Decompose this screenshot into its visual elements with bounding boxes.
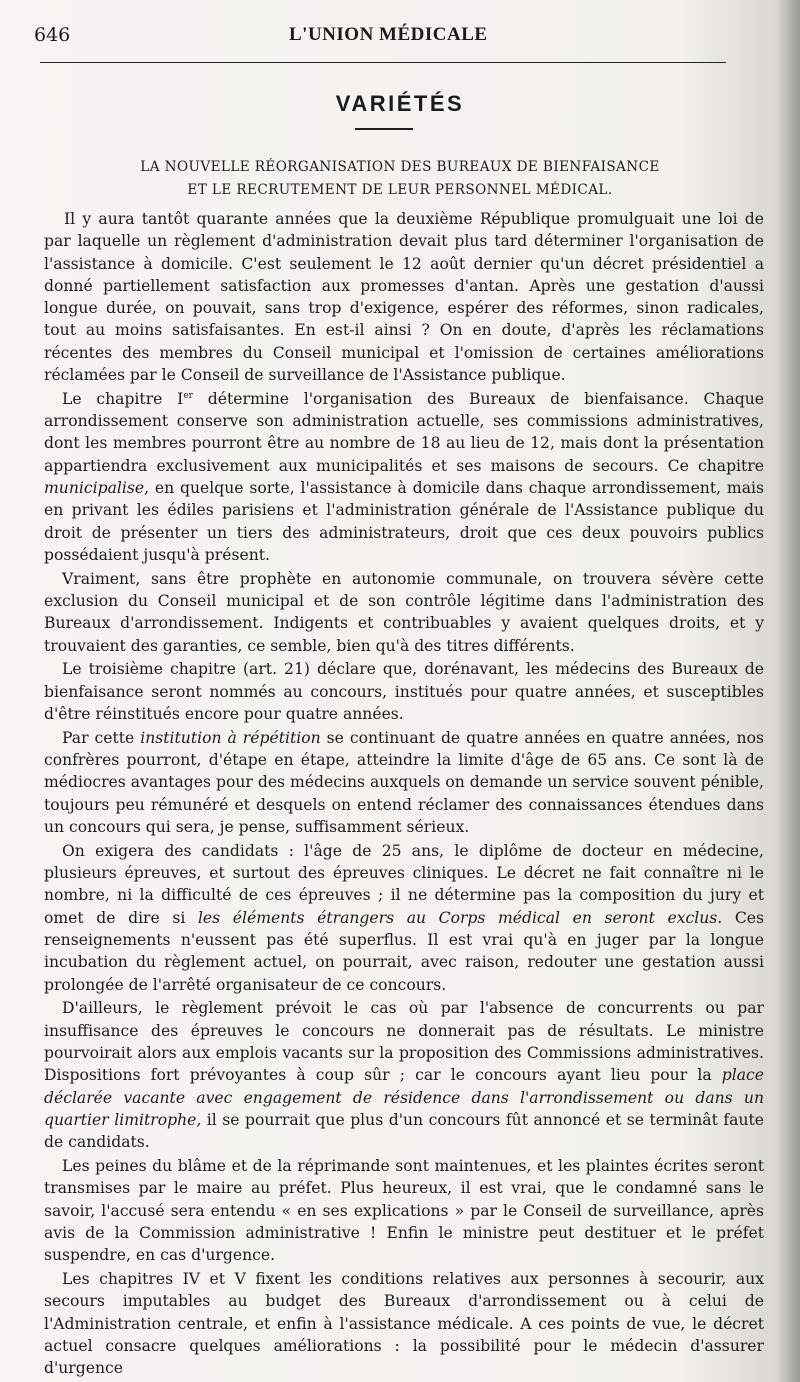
paragraph-5-part-a: Par cette <box>62 728 141 747</box>
paragraph-6-part-a: On exigera des candidats : l'âge de 25 ans, le diplôme de docteur en médecine, plusieurs épreuves, et surtout des épreuves cliniques. Le décret ne fait connaître ni le nombre, ni la difficulté de ces épreuves ; il ne détermine pas la composition du jury et omet de dire si <box>44 841 764 927</box>
article-title-line-2: ET LE RECRUTEMENT DE LEUR PERSONNEL MÉDICAL. <box>187 182 613 198</box>
paragraph-2-part-a: Le chapitre I <box>62 389 184 408</box>
paragraph-6 <box>44 840 764 996</box>
paragraph-8: Les peines du blâme et de la réprimande sont maintenues, et les plaintes écrites seront transmises par le maire au préfet. Plus heureux, il est vrai, que le condamné sans le savoir, l'accusé sera entendu « en ses explications » par le Conseil de surveillance, après avis de la Commission administrative ! Enfin le ministre peut destituer et le préfet suspendre, en cas d'urgence. <box>44 1156 764 1265</box>
article-body <box>44 208 764 1381</box>
header-rule <box>40 62 726 63</box>
section-title: VARIÉTÉS <box>335 91 465 116</box>
paragraph-5-emphasis: institution à répétition <box>140 728 321 747</box>
paragraph-5-part-b: se continuant de quatre années en quatre années, nos confrères pourront, d'étape en étape, atteindre la limite d'âge de 65 ans. Ce sont là de médiocres avantages pour des médecins auxquels on demande un service souvent pénible, toujours peu rémunéré et desquels on entend réclamer des connaissances étendues dans un concours qui sera, je pense, suffisamment sérieux. <box>44 728 764 837</box>
paragraph-2-part-c: , en quelque sorte, l'assistance à domicile dans chaque arrondissement, mais en privant les édiles parisiens et l'administration générale de l'Assistance publique du droit de présenter un tiers des administrateurs, droit que ces deux pouvoirs publics possédaient jusqu'à présent. <box>44 479 764 564</box>
paragraph-3: Vraiment, sans être prophète en autonomie communale, on trouvera sévère cette exclusion du Conseil municipal et de son contrôle légitime dans l'administration des Bureaux d'arrondissement. Indigents et contribuables y avaient quelques droits, et y trouvaient des garanties, ce semble, bien qu'à des titres différents. <box>44 569 764 655</box>
article-title-line-1: LA NOUVELLE RÉORGANISATION DES BUREAUX DE BIENFAISANCE <box>140 159 660 175</box>
paragraph-2-emphasis: municipalise <box>44 479 145 498</box>
paragraph-2-part-b: détermine l'organisation des Bureaux de bienfaisance. Chaque arrondissement conserve son administration actuelle, ses commissions administratives, dont les membres pourront être au nombre de 18 au lieu de 12, mais dont la présentation appartiendra exclusivement aux municipalités et ses maisons de secours. Ce chapitre <box>44 389 765 475</box>
page-header <box>34 22 726 54</box>
page-number: 646 <box>34 24 71 46</box>
paragraph-5 <box>44 727 764 838</box>
paragraph-9: Les chapitres IV et V fixent les conditions relatives aux personnes à secourir, aux secours imputables au budget des Bureaux d'arrondissement ou à celui de l'Administration centrale, et enfin à l'assistance médicale. A ces points de vue, le décret actuel consacre quelques améliorations : la possibilité pour le médecin d'assurer d'urgence <box>44 1269 764 1378</box>
paragraph-6-part-b: Ces renseignements n'eussent pas été superflus. Il est vrai qu'à en juger par la longue incubation du règlement actuel, on pourrait, avec raison, redouter une gestation aussi prolongée de l'arrêté organisateur de ce concours. <box>44 908 764 994</box>
running-title: L'UNION MÉDICALE <box>289 24 488 45</box>
paragraph-6-emphasis: les éléments étrangers au Corps médical en seront exclus. <box>197 908 723 927</box>
section-rule <box>355 128 413 130</box>
paragraph-7-part-b: il se pourrait que plus d'un concours fût annoncé et se terminât faute de candidats. <box>44 1110 764 1152</box>
paragraph-7 <box>44 997 764 1153</box>
paragraph-1: Il y aura tantôt quarante années que la deuxième République promulguait une loi de par laquelle un règlement d'administration devait plus tard déterminer l'organisation de l'assistance à domicile. C'est seulement le 12 août dernier qu'un décret présidentiel a donné partiellement satisfaction aux promesses d'antan. Après une gestation d'aussi longue durée, on pouvait, sans trop d'exigence, espérer des réformes, sinon radicales, tout au moins satisfaisantes. En est-il ainsi ? On en doute, d'après les réclamations récentes des membres du Conseil municipal et l'omission de certaines améliorations réclamées par le Conseil de surveillance de l'Assistance publique. <box>44 210 764 385</box>
paragraph-7-part-a: D'ailleurs, le règlement prévoit le cas où par l'absence de concurrents ou par insuffisance des épreuves le concours ne donnerait pas de résultats. Le ministre pourvoirait alors aux emplois vacants sur la proposition des Commissions administratives. Dispositions fort prévoyantes à coup sûr ; car le concours ayant lieu pour la <box>44 999 764 1085</box>
paragraph-2-superscript: er <box>183 390 193 401</box>
paragraph-2 <box>44 388 764 566</box>
article-title <box>40 156 760 202</box>
paragraph-4: Le troisième chapitre (art. 21) déclare que, dorénavant, les médecins des Bureaux de bienfaisance seront nommés au concours, institués pour quatre années, et susceptibles d'être réinstitués encore pour quatre années. <box>44 660 764 724</box>
paragraph-7-emphasis: place déclarée vacante avec engagement de résidence dans l'arrondissement ou dans un quartier limitrophe, <box>44 1066 764 1129</box>
